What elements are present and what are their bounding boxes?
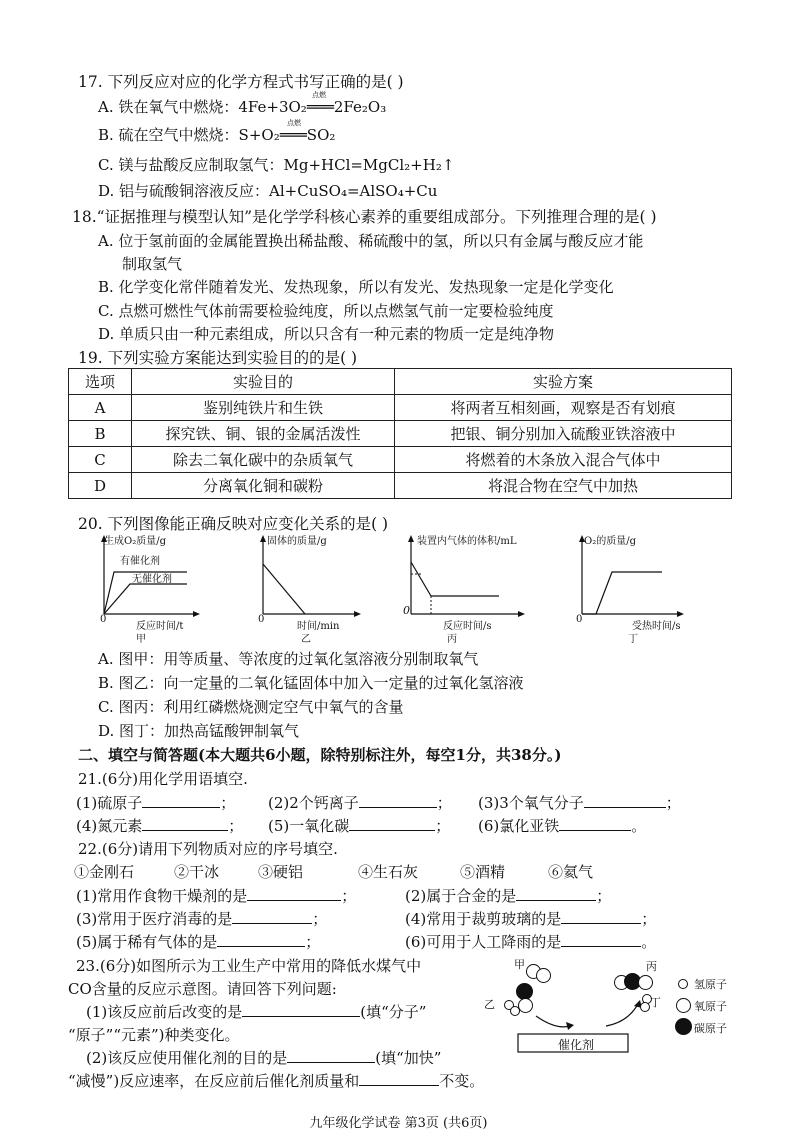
- answer-blank[interactable]: [287, 1048, 375, 1063]
- graph-jia-name: 甲: [136, 634, 146, 645]
- q23-part1-cont: “原子”“元素”)种类变化。: [68, 1026, 240, 1044]
- table-row: [69, 395, 732, 421]
- graph-jia: [92, 534, 202, 644]
- q17-stem: 17. 下列反应对应的化学方程式书写正确的是( ): [78, 73, 404, 91]
- hydrogen-atom: [640, 1002, 650, 1012]
- q17-option-d: D. 铝与硫酸铜溶液反应：Al+CuSO₄=AlSO₄+Cu: [98, 182, 438, 200]
- answer-blank[interactable]: [242, 1002, 360, 1017]
- oxygen-atom: [676, 998, 691, 1013]
- q22-item-2: (2)属于合金的是 ；: [405, 887, 612, 905]
- graph-ding-origin: 0: [576, 614, 583, 625]
- graph-yi-origin: 0: [258, 614, 265, 625]
- graph-ding: [572, 534, 692, 644]
- q17-a-condition: 点燃: [312, 91, 326, 99]
- q23-line1: 23.(6分)如图所示为工业生产中常用的降低水煤气中: [76, 957, 422, 975]
- table-header: 实验方案: [395, 369, 732, 395]
- graph-jia-line1: 有催化剂: [120, 556, 160, 567]
- section-2-heading: 二、填空与简答题(本大题共6小题，除特别标注外，每空1分，共38分。): [78, 746, 562, 764]
- graph-jia-line2: 无催化剂: [132, 574, 172, 585]
- answer-blank[interactable]: [359, 1071, 439, 1086]
- answer-blank[interactable]: [142, 793, 220, 808]
- q22-item-5: (5)属于稀有气体的是 ；: [76, 933, 321, 951]
- graph-yi-name: 乙: [301, 634, 311, 645]
- table-cell: 将燃着的木条放入混合气体中: [395, 447, 732, 473]
- answer-blank[interactable]: [561, 909, 641, 924]
- q18-option-c: C. 点燃可燃性气体前需要检验纯度，所以点燃氢气前一定要检验纯度: [98, 302, 554, 320]
- q22-item-4: (4)常用于裁剪玻璃的是 ；: [405, 910, 657, 928]
- graph-bing-name: 丙: [447, 634, 457, 645]
- q17-option-c: C. 镁与盐酸反应制取氢气：Mg+HCl=MgCl₂+H₂↑: [98, 156, 455, 174]
- q23-part2-cont: “减慢”)反应速率，在反应前后催化剂质量和 不变。: [68, 1072, 485, 1090]
- q22-choice: ①金刚石: [74, 863, 135, 881]
- diagram-label-yi: 乙: [484, 998, 495, 1011]
- table-cell: D: [69, 473, 132, 499]
- q22-stem: 22.(6分)请用下列物质对应的序号填空.: [78, 840, 338, 858]
- table-row: [69, 421, 732, 447]
- table-cell: 把银、铜分别加入硫酸亚铁溶液中: [395, 421, 732, 447]
- table-cell: 将混合物在空气中加热: [395, 473, 732, 499]
- graph-ding-xlabel: 受热时间/s: [632, 621, 681, 632]
- q22-choice: ②干冰: [174, 863, 220, 881]
- q22-choice: ⑤酒精: [460, 863, 506, 881]
- table-header: 实验目的: [132, 369, 395, 395]
- answer-blank[interactable]: [232, 909, 312, 924]
- q21-item-5: (5)一氧化碳 ；: [268, 817, 451, 835]
- answer-blank[interactable]: [359, 793, 437, 808]
- table-cell: 将两者互相刻画，观察是否有划痕: [395, 395, 732, 421]
- graph-bing-xlabel: 反应时间/s: [443, 621, 492, 632]
- graph-ding-ylabel: O₂的质量/g: [584, 536, 636, 547]
- answer-blank[interactable]: [561, 932, 641, 947]
- q22-choice: ④生石灰: [358, 863, 419, 881]
- legend-carbon: 碳原子: [694, 1022, 727, 1035]
- q17-option-b: B. 硫在空气中燃烧：S+O₂═══SO₂: [98, 126, 336, 144]
- q21-item-2: (2)2个钙离子 ；: [268, 794, 452, 812]
- q21-item-6: (6)氯化亚铁 。: [478, 817, 647, 835]
- q23-reaction-diagram: [478, 950, 748, 1060]
- q22-item-6: (6)可用于人工降雨的是 。: [405, 933, 657, 951]
- q20-stem: 20. 下列图像能正确反映对应变化关系的是( ): [78, 515, 389, 533]
- answer-blank[interactable]: [516, 886, 596, 901]
- table-cell: A: [69, 395, 132, 421]
- graph-yi: [255, 534, 365, 644]
- carbon-atom: [675, 1018, 692, 1035]
- q18-option-a-line2: 制取氢气: [122, 255, 183, 273]
- answer-blank[interactable]: [559, 816, 631, 831]
- q17-option-a: A. 铁在氧气中燃烧：4Fe+3O₂═══2Fe₂O₃: [98, 98, 387, 116]
- diagram-label-ding: 丁: [650, 996, 661, 1009]
- legend-hydrogen: 氢原子: [694, 978, 727, 991]
- q20-option-b: B. 图乙：向一定量的二氧化锰固体中加入一定量的过氧化氢溶液: [98, 674, 524, 692]
- graph-jia-ylabel: 生成O₂质量/g: [104, 536, 166, 547]
- graph-bing-origin: 0: [403, 604, 410, 617]
- table-cell: 鉴别纯铁片和生铁: [132, 395, 395, 421]
- graph-yi-xlabel: 时间/min: [297, 621, 340, 632]
- q22-choice: ③硬铝: [258, 863, 304, 881]
- graph-jia-xlabel: 反应时间/t: [136, 621, 184, 632]
- table-header-row: [69, 369, 732, 395]
- table-cell: B: [69, 421, 132, 447]
- table-cell: C: [69, 447, 132, 473]
- table-cell: 分离氧化铜和碳粉: [132, 473, 395, 499]
- answer-blank[interactable]: [584, 793, 666, 808]
- q20-option-c: C. 图丙：利用红磷燃烧测定空气中氧气的含量: [98, 698, 404, 716]
- legend-oxygen: 氧原子: [694, 1000, 727, 1013]
- q23-part1: (1)该反应前后改变的是 (填“分子”: [86, 1003, 427, 1021]
- q19-stem: 19. 下列实验方案能达到实验目的的是( ): [78, 349, 358, 367]
- q21-item-4: (4)氮元素 ；: [76, 817, 244, 835]
- q17-b-condition: 点燃: [287, 119, 301, 127]
- q22-item-3: (3)常用于医疗消毒的是 ；: [76, 910, 328, 928]
- q18-option-d: D. 单质只由一种元素组成，所以只含有一种元素的物质一定是纯净物: [98, 325, 555, 343]
- catalyst-label: 催化剂: [558, 1038, 595, 1052]
- page-footer: 九年级化学试卷 第3页 (共6页): [309, 1116, 488, 1131]
- q18-stem: 18.“证据推理与模型认知”是化学学科核心素养的重要组成部分。下列推理合理的是( ): [72, 208, 657, 226]
- table-row: [69, 447, 732, 473]
- q20-option-a: A. 图甲：用等质量、等浓度的过氧化氢溶液分别制取氧气: [98, 650, 479, 668]
- q21-item-1: (1)硫原子 ；: [76, 794, 236, 812]
- q18-option-b: B. 化学变化常伴随着发光、发热现象，所以有发光、发热现象一定是化学变化: [98, 278, 614, 296]
- table-cell: 探究铁、铜、银的金属活泼性: [132, 421, 395, 447]
- graph-yi-ylabel: 固体的质量/g: [267, 536, 327, 547]
- hydrogen-atom: [678, 979, 688, 989]
- graph-jia-origin: 0: [100, 614, 107, 625]
- q18-option-a-line1: A. 位于氢前面的金属能置换出稀盐酸、稀硫酸中的氢，所以只有金属与酸反应才能: [98, 232, 644, 250]
- diagram-label-jia: 甲: [514, 958, 525, 971]
- q22-item-1: (1)常用作食物干燥剂的是 ；: [76, 887, 357, 905]
- graph-bing-ylabel: 装置内气体的体积/mL: [417, 536, 517, 547]
- q19-table: [68, 368, 732, 499]
- table-header: 选项: [69, 369, 132, 395]
- q23-part2: (2)该反应使用催化剂的目的是 (填“加快”: [86, 1049, 442, 1067]
- oxygen-atom: [638, 975, 653, 990]
- graph-bing: [403, 534, 533, 644]
- q21-stem: 21.(6分)用化学用语填空.: [78, 770, 248, 788]
- answer-blank[interactable]: [247, 886, 341, 901]
- q20-option-d: D. 图丁：加热高锰酸钾制氧气: [98, 722, 300, 740]
- q22-choice: ⑥氦气: [548, 863, 594, 881]
- table-cell: 除去二氧化碳中的杂质氧气: [132, 447, 395, 473]
- graph-ding-name: 丁: [628, 634, 638, 645]
- answer-blank[interactable]: [349, 816, 435, 831]
- answer-blank[interactable]: [142, 816, 228, 831]
- q23-line2: CO含量的反应示意图。请回答下列问题:: [68, 980, 337, 998]
- q21-item-3: (3)3个氧气分子 ；: [478, 794, 681, 812]
- answer-blank[interactable]: [217, 932, 305, 947]
- diagram-label-bing: 丙: [646, 960, 657, 973]
- table-row: [69, 473, 732, 499]
